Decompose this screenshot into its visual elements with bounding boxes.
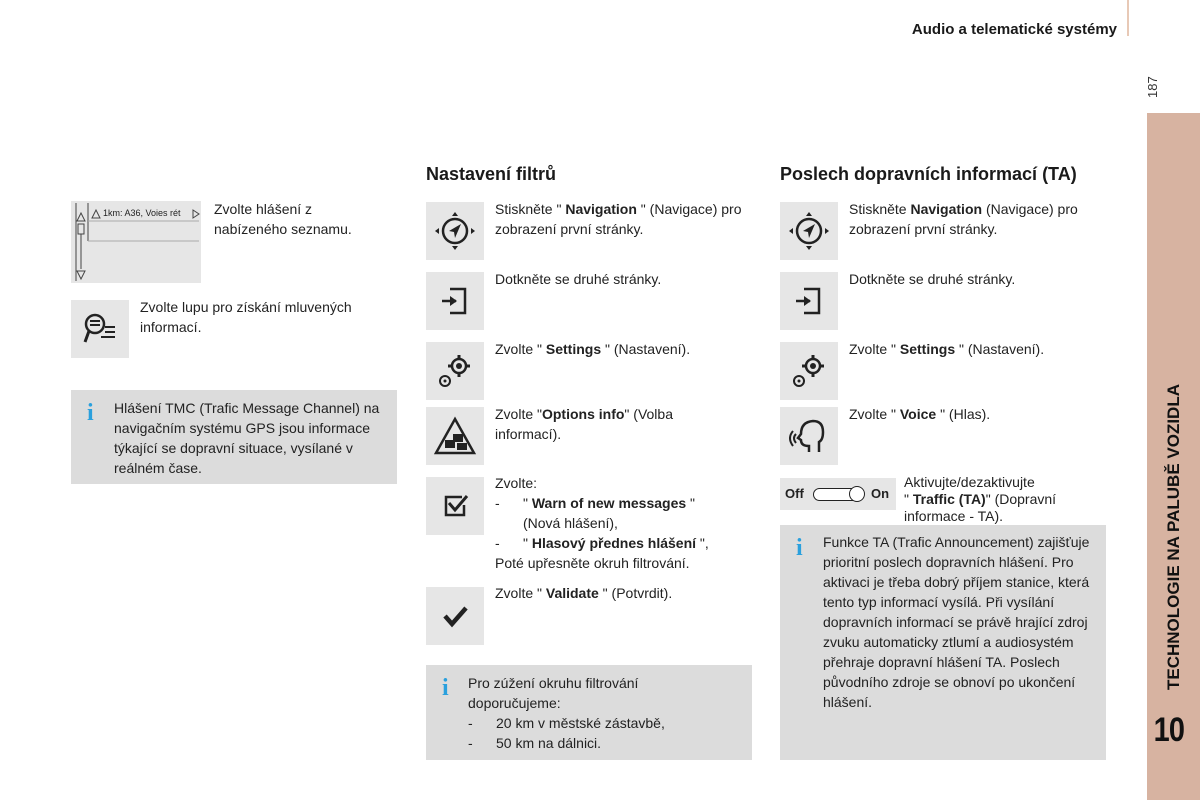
checkmark-icon — [440, 601, 470, 631]
voice-button[interactable] — [780, 407, 838, 465]
step-second-page-ta: Dotkněte se druhé stránky. — [849, 271, 1016, 287]
settings-button[interactable] — [426, 342, 484, 400]
settings-button[interactable] — [780, 342, 838, 400]
info-box-filter — [426, 665, 752, 760]
info-icon: i — [87, 400, 94, 426]
second-page-button[interactable] — [780, 272, 838, 330]
info-box-ta — [780, 525, 1106, 760]
magnifier-list-icon — [83, 312, 117, 346]
toggle-on-label: On — [871, 486, 890, 501]
checkbox-icon — [440, 491, 470, 521]
settings-gears-icon — [435, 351, 475, 391]
section-title: Audio a telematické systémy — [911, 21, 1117, 38]
filter-option-new-messages: - " Warn of new messages " (Nová hlášení), — [495, 495, 696, 531]
step-magnifier: Zvolte lupu pro získání mluvených informací. — [140, 299, 352, 335]
step-validate: Zvolte " Validate " (Potvrdit). — [495, 585, 673, 601]
validate-button[interactable] — [426, 587, 484, 645]
choose-outro: Poté upřesněte okruh filtrování. — [495, 555, 690, 571]
second-page-button[interactable] — [426, 272, 484, 330]
enter-page-icon — [438, 284, 472, 318]
step-options-info: Zvolte "Options info" (Volba informací). — [495, 406, 673, 442]
navigation-compass-icon — [431, 207, 479, 255]
info-tmc-text: Hlášení TMC (Trafic Message Channel) na navigačním systému GPS jsou informace týkající se dopravní situace, vysílané v reálném čase. — [114, 400, 380, 476]
step-navigation-ta: Stiskněte Navigation (Navigace) pro zobrazení první stránky. — [849, 201, 1078, 237]
ta-toggle[interactable] — [780, 478, 896, 510]
header-divider — [1127, 0, 1129, 36]
chapter-label: TECHNOLOGIE NA PALUBĚ VOZIDLA — [1164, 384, 1183, 690]
screen-thumbnail — [71, 201, 201, 283]
enter-page-icon — [792, 284, 826, 318]
checkbox-button[interactable] — [426, 477, 484, 535]
options-info-button[interactable] — [426, 407, 484, 465]
toggle-knob — [849, 486, 865, 502]
step-settings: Zvolte " Settings " (Nastavení). — [495, 341, 691, 357]
page-number: 187 — [1145, 76, 1160, 98]
magnifier-voice-button[interactable] — [71, 300, 129, 358]
step-select-message: Zvolte hlášení z nabízeného seznamu. — [214, 201, 352, 237]
step-settings-ta: Zvolte " Settings " (Nastavení). — [849, 341, 1045, 357]
navigation-button[interactable] — [426, 202, 484, 260]
info-ta-text: Funkce TA (Trafic Announcement) zajišťuje prioritní poslech dopravních hlášení. Pro aktivaci je třeba dobrý příjem stanice, která tento typ informací vysílá. Při vysílání dopravních informací se právě hrající zdroj zvuku automaticky ztlumí a audiosystém přehraje dopravní hlášení TA. Poslech původního zdroje se obnoví po ukončení hlášení. — [823, 534, 1090, 710]
choose-intro: Zvolte: — [495, 475, 538, 491]
heading-traffic-announcement: Poslech dopravních informací (TA) — [780, 164, 1077, 184]
step-choose-filters — [495, 473, 745, 573]
traffic-warning-icon — [433, 416, 477, 456]
step-voice: Zvolte " Voice " (Hlas). — [849, 406, 991, 422]
voice-head-icon — [789, 416, 829, 456]
info-icon: i — [442, 675, 449, 701]
toggle-off-label: Off — [785, 486, 804, 501]
info-filter-text: Pro zúžení okruhu filtrování doporučujeme: - 20 km v městské zástavbě, - 50 km na dálnici. — [468, 675, 665, 751]
navigation-compass-icon — [785, 207, 833, 255]
chapter-tab — [1147, 113, 1200, 800]
chapter-label-wrap — [1160, 290, 1188, 690]
chapter-number: 10 — [1153, 711, 1185, 749]
info-icon: i — [796, 535, 803, 561]
info-box-tmc — [71, 390, 397, 484]
screen-thumb-text: 1km: A36, Voies rét — [103, 208, 181, 218]
filter-option-voice: - " Hlasový přednes hlášení ", — [495, 535, 709, 551]
navigation-button[interactable] — [780, 202, 838, 260]
step-traffic-ta: Aktivujte/dezaktivujte " Traffic (TA)" (Dopravní informace - TA). — [904, 474, 1057, 524]
settings-gears-icon — [789, 351, 829, 391]
step-second-page: Dotkněte se druhé stránky. — [495, 271, 662, 287]
step-navigation: Stiskněte " Navigation " (Navigace) pro zobrazení první stránky. — [495, 201, 742, 237]
heading-filter-settings: Nastavení filtrů — [426, 164, 557, 184]
